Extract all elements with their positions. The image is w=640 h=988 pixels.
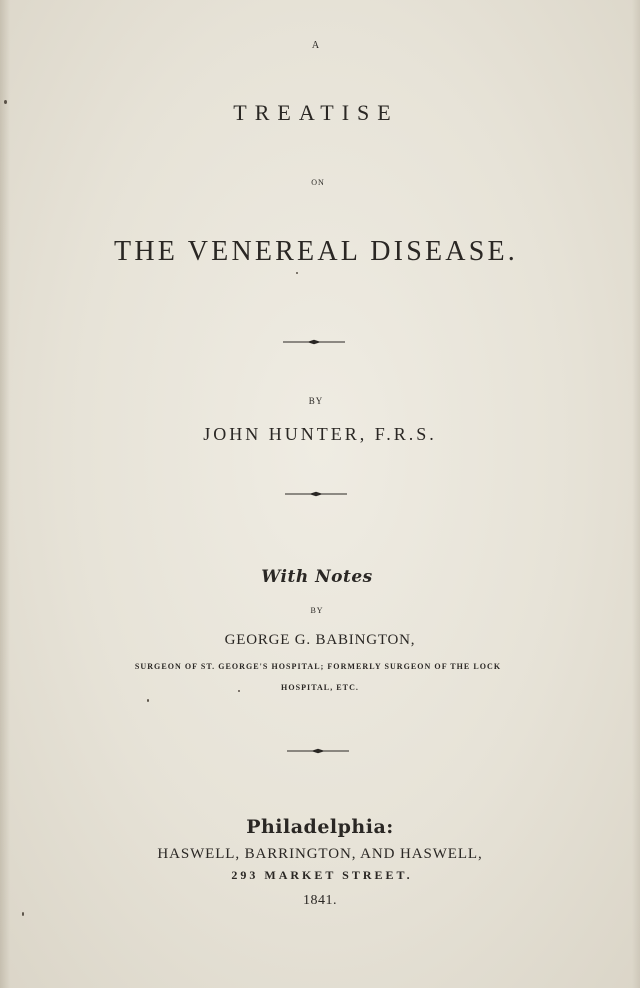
- page-edge-left: [0, 0, 10, 988]
- on-text: ON: [311, 178, 325, 187]
- ornamental-rule-2: [285, 491, 347, 497]
- page-edge-right: [632, 0, 640, 988]
- by-text: BY: [308, 396, 324, 406]
- publication-city-text: Philadelphia:: [246, 816, 394, 838]
- author-name: [0, 424, 640, 445]
- editor-text: GEORGE G. BABINGTON,: [224, 632, 416, 648]
- ink-speck: [147, 699, 149, 702]
- publication-year: [0, 893, 640, 909]
- editor-credentials-line-2-text: HOSPITAL, ETC.: [281, 683, 359, 692]
- main-title: [0, 236, 640, 268]
- editor-credentials-line-1: [0, 662, 640, 671]
- with-notes-heading: [0, 567, 640, 587]
- ornamental-rule-1: [283, 339, 345, 345]
- editor-name: [0, 632, 640, 649]
- publication-year-text: 1841.: [303, 893, 337, 908]
- publisher-address-text: 293 MARKET STREET.: [231, 868, 413, 882]
- editor-credentials-line-2: [0, 683, 640, 692]
- publisher-address: [0, 868, 640, 883]
- with-notes-text: With Notes: [261, 567, 373, 587]
- publisher-text: HASWELL, BARRINGTON, AND HASWELL,: [157, 846, 483, 862]
- article-a-text: A: [311, 40, 321, 51]
- on-word: [0, 178, 640, 187]
- by-word: [0, 396, 640, 406]
- publication-city: [0, 816, 640, 838]
- by-editor-text: BY: [310, 606, 324, 615]
- main-title-text: THE VENEREAL DISEASE.: [114, 236, 518, 267]
- treatise-heading: [0, 100, 640, 126]
- by-editor-word: [0, 606, 640, 615]
- ink-speck: [22, 912, 24, 916]
- publisher-name: [0, 846, 640, 863]
- ink-speck: [4, 100, 7, 104]
- article-a: [0, 40, 640, 51]
- treatise-text: TREATISE: [233, 100, 399, 125]
- editor-credentials-line-1-text: SURGEON OF ST. GEORGE'S HOSPITAL; FORMERLY SURGEON OF THE LOCK: [134, 662, 502, 671]
- ornamental-rule-3: [287, 748, 349, 754]
- author-text: JOHN HUNTER, F.R.S.: [203, 424, 437, 444]
- ink-speck: [238, 690, 240, 692]
- ink-speck: [296, 272, 298, 274]
